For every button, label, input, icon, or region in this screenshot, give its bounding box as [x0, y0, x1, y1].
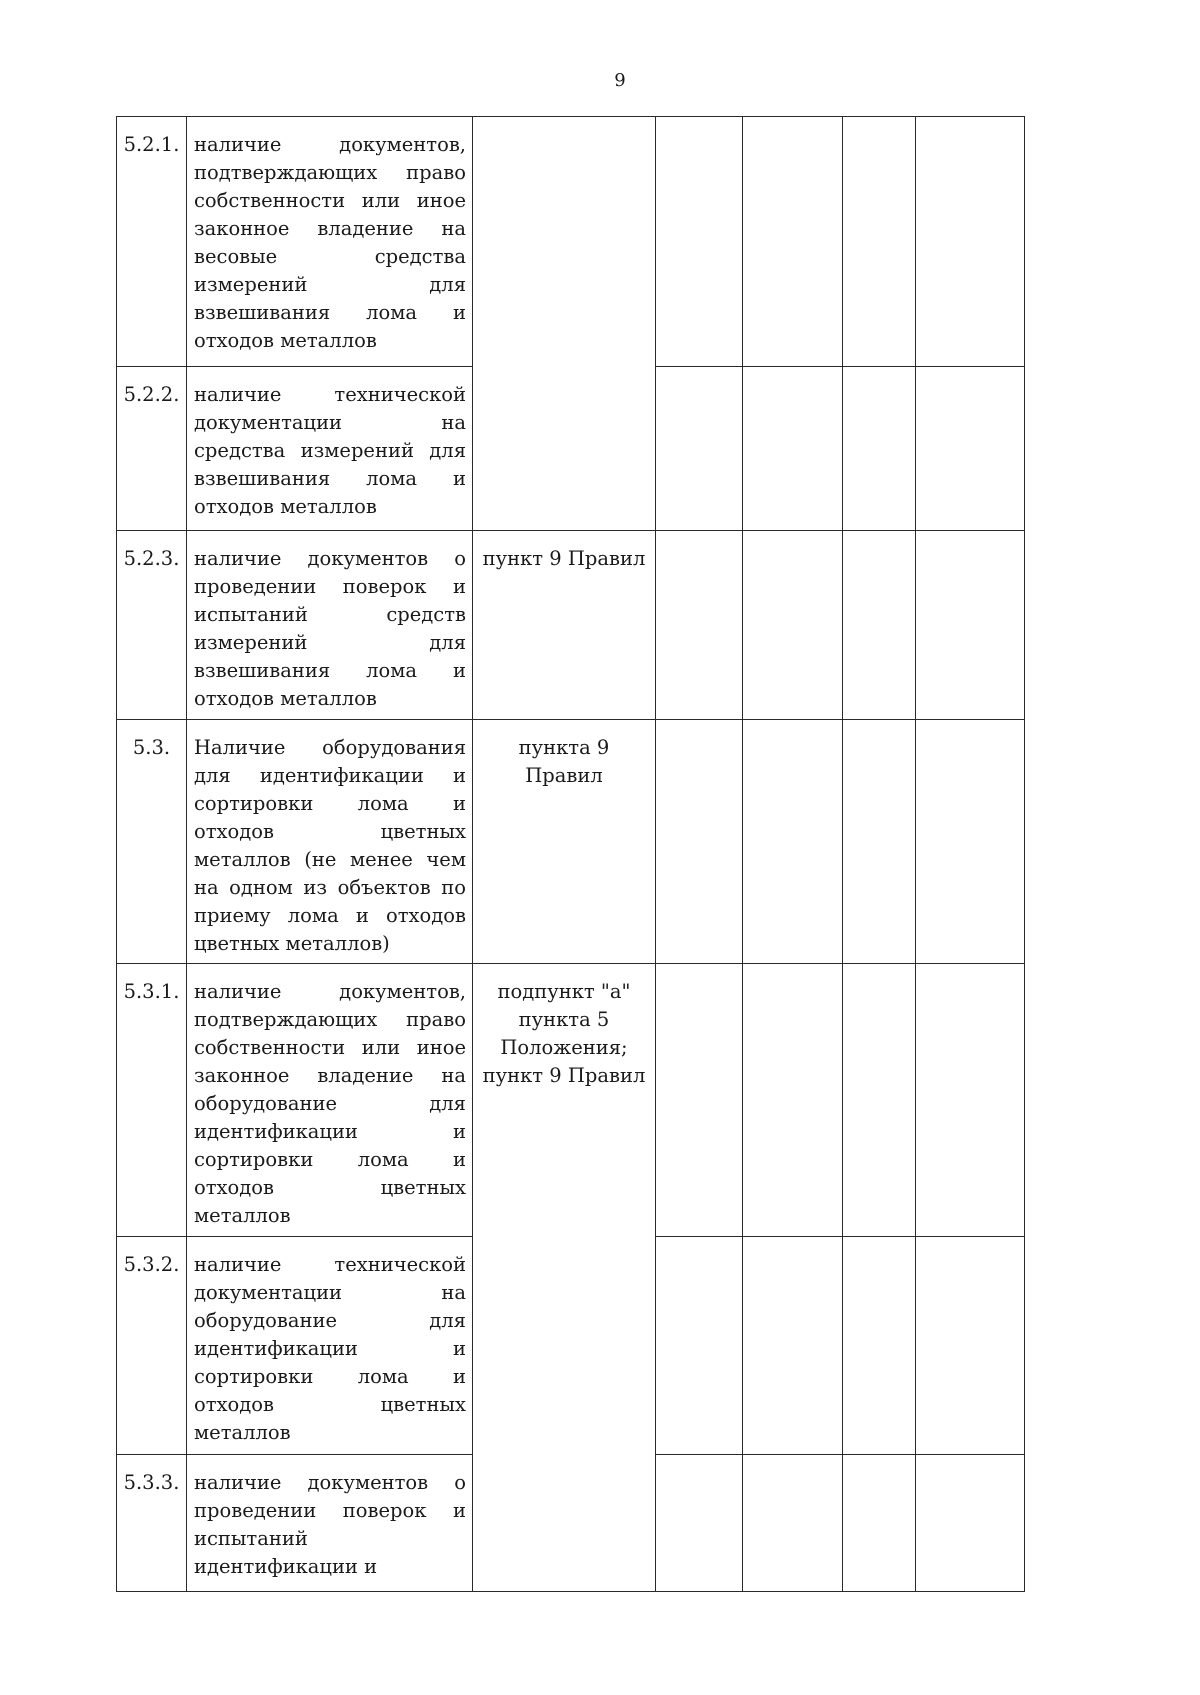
empty-cell	[843, 531, 916, 720]
legal-reference: подпункт "а" пункта 5 Положения; пункт 9 Правил	[473, 964, 656, 1592]
legal-reference-cell	[473, 117, 656, 531]
empty-cell	[656, 531, 743, 720]
requirement-text: наличие документов о проведении поверок и испытаний идентификации и	[187, 1455, 473, 1592]
empty-cell	[743, 531, 843, 720]
legal-reference: пункт 9 Правил	[473, 531, 656, 720]
empty-cell	[656, 1455, 743, 1592]
empty-cell	[743, 964, 843, 1237]
empty-cell	[843, 964, 916, 1237]
table-row	[117, 117, 1025, 367]
requirement-text: наличие технической документации на средства измерений для взвешивания лома и отходов металлов	[187, 367, 473, 531]
empty-cell	[656, 367, 743, 531]
empty-cell	[916, 1237, 1025, 1455]
empty-cell	[656, 117, 743, 367]
empty-cell	[656, 720, 743, 964]
empty-cell	[843, 117, 916, 367]
empty-cell	[916, 720, 1025, 964]
item-number: 5.3.3.	[117, 1455, 187, 1592]
requirement-text: наличие технической документации на оборудование для идентификации и сортировки лома и отходов цветных металлов	[187, 1237, 473, 1455]
empty-cell	[916, 117, 1025, 367]
empty-cell	[656, 964, 743, 1237]
empty-cell	[843, 367, 916, 531]
requirement-text: Наличие оборудования для идентификации и сортировки лома и отходов цветных металлов (не менее чем на одном из объектов по приему лома и отходов цветных металлов)	[187, 720, 473, 964]
item-number: 5.3.2.	[117, 1237, 187, 1455]
requirement-text: наличие документов, подтверждающих право собственности или иное законное владение на весовые средства измерений для взвешивания лома и отходов металлов	[187, 117, 473, 367]
item-number: 5.2.3.	[117, 531, 187, 720]
empty-cell	[843, 1455, 916, 1592]
table-row	[117, 531, 1025, 720]
empty-cell	[743, 117, 843, 367]
item-number: 5.2.1.	[117, 117, 187, 367]
empty-cell	[843, 1237, 916, 1455]
empty-cell	[656, 1237, 743, 1455]
empty-cell	[743, 1455, 843, 1592]
requirement-text: наличие документов о проведении поверок и испытаний средств измерений для взвешивания лома и отходов металлов	[187, 531, 473, 720]
legal-reference: пункта 9 Правил	[473, 720, 656, 964]
item-number: 5.3.1.	[117, 964, 187, 1237]
item-number: 5.3.	[117, 720, 187, 964]
empty-cell	[916, 367, 1025, 531]
empty-cell	[743, 720, 843, 964]
page-number: 9	[614, 70, 626, 91]
empty-cell	[916, 1455, 1025, 1592]
empty-cell	[743, 367, 843, 531]
checklist-table	[116, 116, 1025, 1592]
requirement-text: наличие документов, подтверждающих право собственности или иное законное владение на оборудование для идентификации и сортировки лома и отходов цветных металлов	[187, 964, 473, 1237]
item-number: 5.2.2.	[117, 367, 187, 531]
empty-cell	[916, 531, 1025, 720]
empty-cell	[916, 964, 1025, 1237]
table-row	[117, 964, 1025, 1237]
table-row	[117, 720, 1025, 964]
empty-cell	[743, 1237, 843, 1455]
empty-cell	[843, 720, 916, 964]
